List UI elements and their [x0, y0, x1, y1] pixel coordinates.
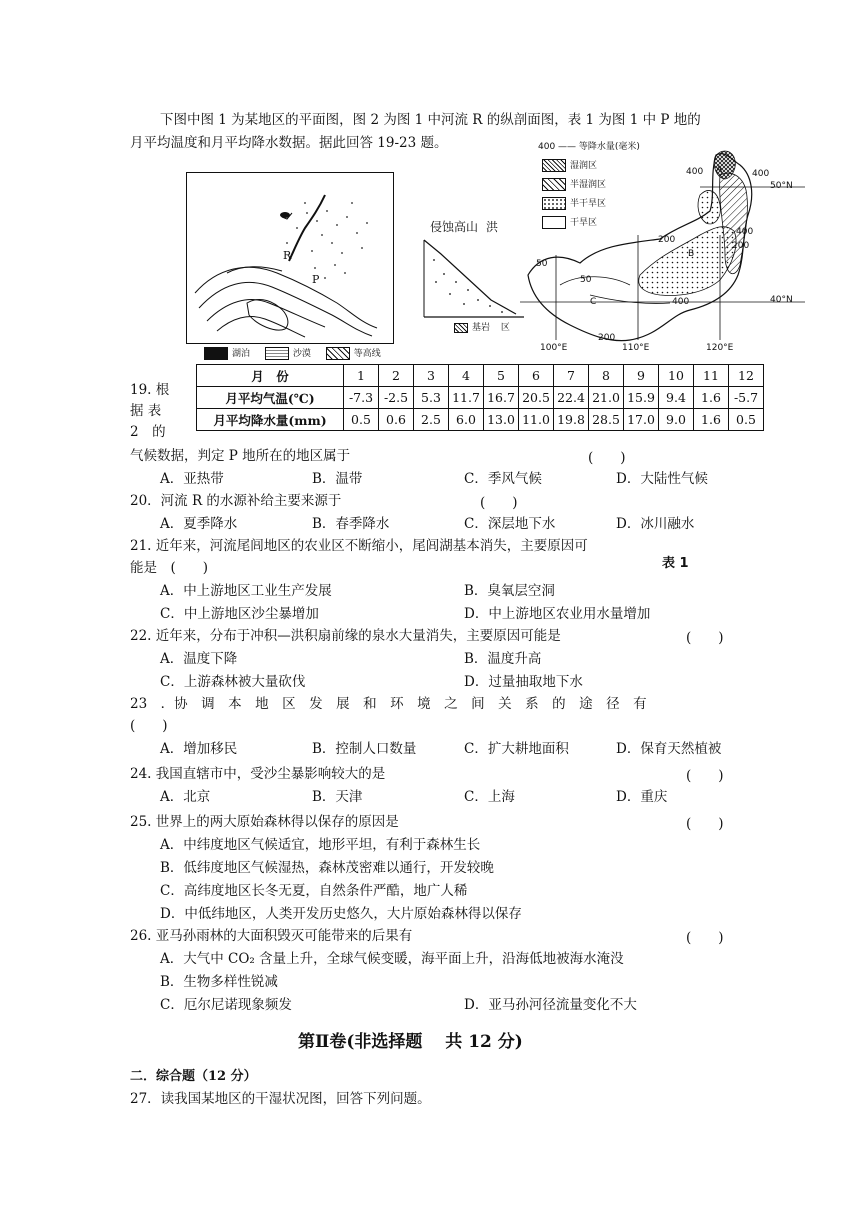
q22-option-d[interactable]: D．过量抽取地下水	[464, 674, 583, 690]
lake-shape	[280, 212, 290, 218]
semi-arid-legend-icon	[542, 197, 566, 210]
q19-option-b[interactable]: B．温带	[312, 471, 363, 487]
legend-isohyet: 400 —— 等降水量(毫米)	[538, 142, 640, 152]
desert-legend-icon	[265, 347, 289, 360]
q27-text: 27．读我国某地区的干湿状况图，回答下列问题。	[130, 1091, 431, 1107]
q23-option-b[interactable]: B．控制人口数量	[312, 741, 417, 757]
q26-answer-blank[interactable]: ( )	[686, 930, 724, 946]
q19-prefix: 19. 根 据 表 2 的	[130, 382, 170, 440]
bedrock-legend-icon	[454, 323, 468, 333]
q25-text: 25. 世界上的两大原始森林得以保存的原因是	[130, 814, 399, 830]
q21-option-d[interactable]: D．中上游地区农业用水量增加	[464, 606, 651, 622]
q24-option-c[interactable]: C．上海	[464, 789, 515, 805]
intro-line-2: 月平均温度和月平均降水数据。据此回答 19-23 题。	[130, 135, 448, 151]
q22-text: 22. 近年来，分布于冲积—洪积扇前缘的泉水大量消失，主要原因可能是	[130, 628, 561, 644]
figure-1-map	[186, 172, 394, 344]
figure-1-legend	[204, 346, 381, 360]
q22-option-c[interactable]: C．上游森林被大量砍伐	[160, 674, 306, 690]
figure-2-drawing	[406, 182, 526, 332]
q21-option-c[interactable]: C．中上游地区沙尘暴增加	[160, 606, 319, 622]
q24-option-d[interactable]: D．重庆	[616, 789, 668, 805]
q26-option-d[interactable]: D．亚马孙河径流量变化不大	[464, 997, 637, 1013]
q21-option-b[interactable]: B．臭氧层空洞	[464, 583, 555, 599]
region-label-A: A	[716, 165, 723, 175]
q19-answer-blank[interactable]: ( )	[588, 450, 626, 466]
q19-text: 气候数据，判定 P 地所在的地区属于	[130, 448, 351, 464]
label-point-P: P	[312, 273, 320, 286]
q23-option-d[interactable]: D．保育天然植被	[616, 741, 722, 757]
q20-option-d[interactable]: D．冰川融水	[616, 516, 695, 532]
iso-label: 200	[598, 333, 616, 343]
q23-option-c[interactable]: C．扩大耕地面积	[464, 741, 569, 757]
semi-humid-legend-icon	[542, 178, 566, 191]
label-eroded-mountain: 侵蚀高山	[430, 220, 479, 234]
part-2-title: 第Ⅱ卷(非选择题 共 12 分)	[298, 1032, 523, 1052]
table-row-temperature: 月平均气温(℃) -7.3 -2.5 5.3 11.7 16.7 20.5 22.4 21.0 15.9 9.4 1.6 -5.7	[197, 387, 764, 409]
q22-answer-blank[interactable]: ( )	[686, 630, 724, 646]
table-1-climate	[196, 364, 764, 431]
q20-text: 20．河流 R 的水源补给主要来源于	[130, 493, 342, 509]
q19-option-a[interactable]: A．亚热带	[160, 471, 224, 487]
intro-line-1: 下图中图 1 为某地区的平面图，图 2 为图 1 中河流 R 的纵剖面图，表 1 为图 1 中 P 地的	[160, 112, 701, 128]
q21-text: 21. 近年来，河流尾闾地区的农业区不断缩小，尾闾湖基本消失，主要原因可	[130, 538, 588, 554]
iso-label: 400	[686, 167, 704, 177]
table-row-precipitation: 月平均降水量(mm) 0.5 0.6 2.5 6.0 13.0 11.0 19.8 28.5 17.0 9.0 1.6 0.5	[197, 409, 764, 431]
lon-label-110: 110°E	[622, 343, 650, 353]
iso-label: 400	[736, 227, 754, 237]
lat-label-50: 50°N	[770, 181, 793, 191]
legend-lake: 湖泊	[232, 349, 251, 359]
region-label-B: B	[688, 249, 695, 259]
q23-option-a[interactable]: A．增加移民	[160, 741, 238, 757]
iso-label: 200	[658, 235, 676, 245]
iso-label: 400	[752, 169, 770, 179]
q24-text: 24. 我国直辖市中，受沙尘暴影响较大的是	[130, 766, 386, 782]
q25-option-b[interactable]: B．低纬度地区气候湿热，森林茂密难以通行，开发较晚	[160, 860, 494, 876]
table-1-caption: 表 1	[662, 556, 689, 571]
lat-label-40: 40°N	[770, 295, 793, 305]
figure-3-drywet-map	[520, 135, 810, 360]
figure-2-profile	[406, 182, 526, 332]
humid-legend-icon	[542, 159, 566, 172]
label-river-R: R	[283, 249, 292, 262]
q25-answer-blank[interactable]: ( )	[686, 816, 724, 832]
q20-option-b[interactable]: B．春季降水	[312, 516, 390, 532]
arid-legend-icon	[542, 216, 566, 229]
figure-2-legend: 基岩 区	[454, 320, 510, 333]
figure-3-legend: 湿润区 半湿润区 半干旱区 干旱区	[542, 157, 606, 233]
q26-option-b[interactable]: B．生物多样性锐减	[160, 974, 278, 990]
q25-option-c[interactable]: C．高纬度地区长冬无夏，自然条件严酷，地广人稀	[160, 883, 468, 899]
q21-text-cont: 能是 ( )	[130, 560, 209, 576]
q24-option-a[interactable]: A．北京	[160, 789, 211, 805]
q26-option-a[interactable]: A．大气中 CO₂ 含量上升，全球气候变暖，海平面上升，沿海低地被海水淹没	[160, 951, 624, 967]
q21-option-a[interactable]: A．中上游地区工业生产发展	[160, 583, 332, 599]
q22-option-b[interactable]: B．温度升高	[464, 651, 542, 667]
contour-legend-icon	[326, 347, 350, 360]
q24-answer-blank[interactable]: ( )	[686, 768, 724, 784]
region-label-C: C	[590, 297, 597, 307]
iso-label: 50	[580, 275, 592, 285]
lon-label-120: 120°E	[706, 343, 734, 353]
iso-label: 400	[672, 297, 690, 307]
q20-answer-blank[interactable]: ( )	[480, 495, 518, 511]
table-row-header: 月 份 1 2 3 4 5 6 7 8 9 10 11 12	[197, 365, 764, 387]
legend-contour: 等高线	[353, 349, 381, 359]
q20-option-a[interactable]: A．夏季降水	[160, 516, 238, 532]
q26-text: 26. 亚马孙雨林的大面积毁灭可能带来的后果有	[130, 928, 413, 944]
iso-label: 50	[536, 259, 548, 269]
legend-desert: 沙漠	[292, 349, 311, 359]
q24-option-b[interactable]: B．天津	[312, 789, 363, 805]
lon-label-100: 100°E	[540, 343, 568, 353]
lake-legend-icon	[204, 347, 228, 360]
q19-option-d[interactable]: D．大陆性气候	[616, 471, 708, 487]
q19-option-c[interactable]: C．季风气候	[464, 471, 542, 487]
q20-option-c[interactable]: C．深层地下水	[464, 516, 556, 532]
label-flood: 洪	[486, 220, 499, 234]
q22-option-a[interactable]: A．温度下降	[160, 651, 238, 667]
section-heading: 二．综合题（12 分）	[130, 1069, 257, 1084]
iso-label: 200	[732, 241, 750, 251]
q23-text: 23 ．协 调 本 地 区 发 展 和 环 境 之 间 关 系 的 途 径 有	[130, 696, 647, 712]
q25-option-a[interactable]: A．中纬度地区气候适宜，地形平坦，有利于森林生长	[160, 837, 481, 853]
q26-option-c[interactable]: C．厄尔尼诺现象频发	[160, 997, 292, 1013]
q25-option-d[interactable]: D．中低纬地区，人类开发历史悠久，大片原始森林得以保存	[160, 906, 522, 922]
q23-answer-blank[interactable]: ( )	[130, 718, 168, 734]
